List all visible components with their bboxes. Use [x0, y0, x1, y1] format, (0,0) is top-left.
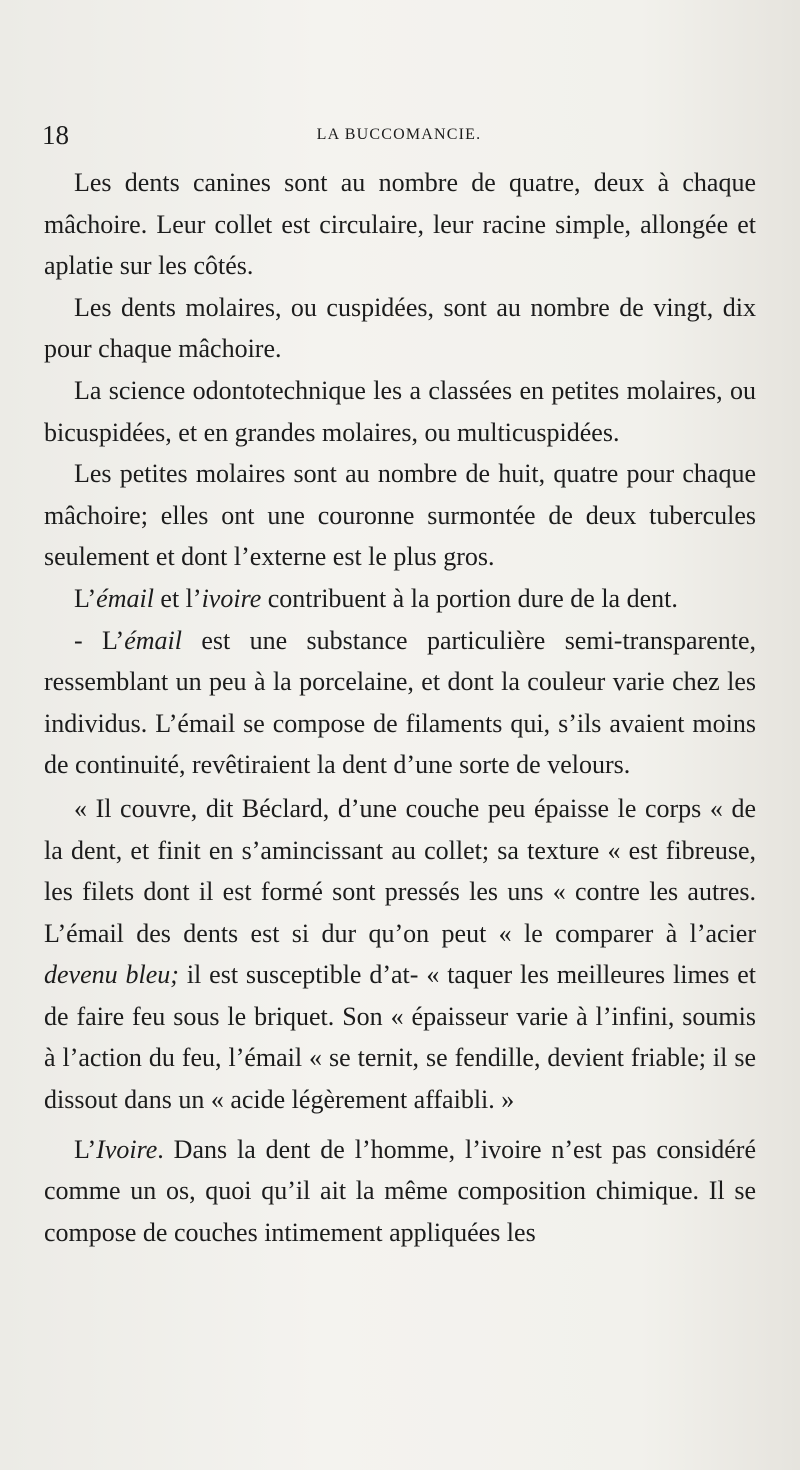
paragraph-petites-molaires: Les petites molaires sont au nombre de huit, quatre pour chaque mâchoire; elles ont une couronne surmontée de deux tubercules seulement et dont l’externe est le plus gros. — [44, 459, 756, 572]
italic-phrase: devenu bleu; — [44, 960, 179, 990]
text-fragment: est une substance particulière semi-transparente, ressemblant un peu à la porcelaine, et dont la couleur varie chez les individus. L’émail se compose de filaments qui, s’ils avaient moins de continuité, revêtiraient la dent d’une sorte de velours. — [44, 625, 756, 780]
text-fragment: L’ — [74, 1134, 97, 1164]
body-text — [44, 162, 756, 1253]
paragraph-classification: La science odontotechnique les a classées en petites molaires, ou bicuspidées, et en grandes molaires, ou multicuspidées. — [44, 375, 756, 447]
text-fragment: il est susceptible d’at- « taquer les meilleures limes et de faire feu sous le briquet. Son « épaisseur varie à l’infini, soumis à l’action du feu, l’émail « se ternit, se fendille, devient friable; il se dissout dans un « acide légèrement affaibli. » — [44, 960, 756, 1115]
paragraph-email-definition — [44, 620, 756, 786]
page-number: 18 — [42, 120, 69, 150]
page-header — [42, 120, 756, 156]
text-fragment: « Il couvre, dit Béclard, d’une couche peu épaisse le corps « de la dent, et finit en s’amincissant au collet; sa texture « est fibreuse, les filets dont il est formé sont pressés les uns « contre les autres. L’émail des dents est si dur qu’on peut « le comparer à l’acier — [44, 793, 756, 948]
text-fragment: - L’ — [74, 625, 125, 655]
italic-term-email: émail — [124, 625, 182, 655]
text-fragment: . Dans la dent de l’homme, l’ivoire n’est pas considéré comme un os, quoi qu’il ait la même composition chimique. Il se compose de couches intimement appliquées les — [44, 1134, 756, 1247]
paragraph-molaires: Les dents molaires, ou cuspidées, sont au nombre de vingt, dix pour chaque mâchoire. — [44, 292, 756, 364]
paragraph-canines: Les dents canines sont au nombre de quatre, deux à chaque mâchoire. Leur collet est circulaire, leur racine simple, allongée et aplatie sur les côtés. — [44, 168, 756, 281]
text-fragment: et l’ — [153, 583, 202, 613]
text-fragment: L’ — [74, 583, 97, 613]
paragraph-email-ivoire — [44, 578, 756, 620]
italic-term-ivoire: ivoire — [201, 583, 262, 613]
italic-term-ivoire: Ivoire — [96, 1134, 158, 1164]
paragraph-ivoire — [44, 1129, 756, 1254]
italic-term-email: émail — [96, 583, 154, 613]
text-fragment: contribuent à la portion dure de la dent. — [261, 583, 678, 613]
running-title: LA BUCCOMANCIE. — [316, 126, 482, 143]
quotation-beclard — [44, 788, 756, 1121]
